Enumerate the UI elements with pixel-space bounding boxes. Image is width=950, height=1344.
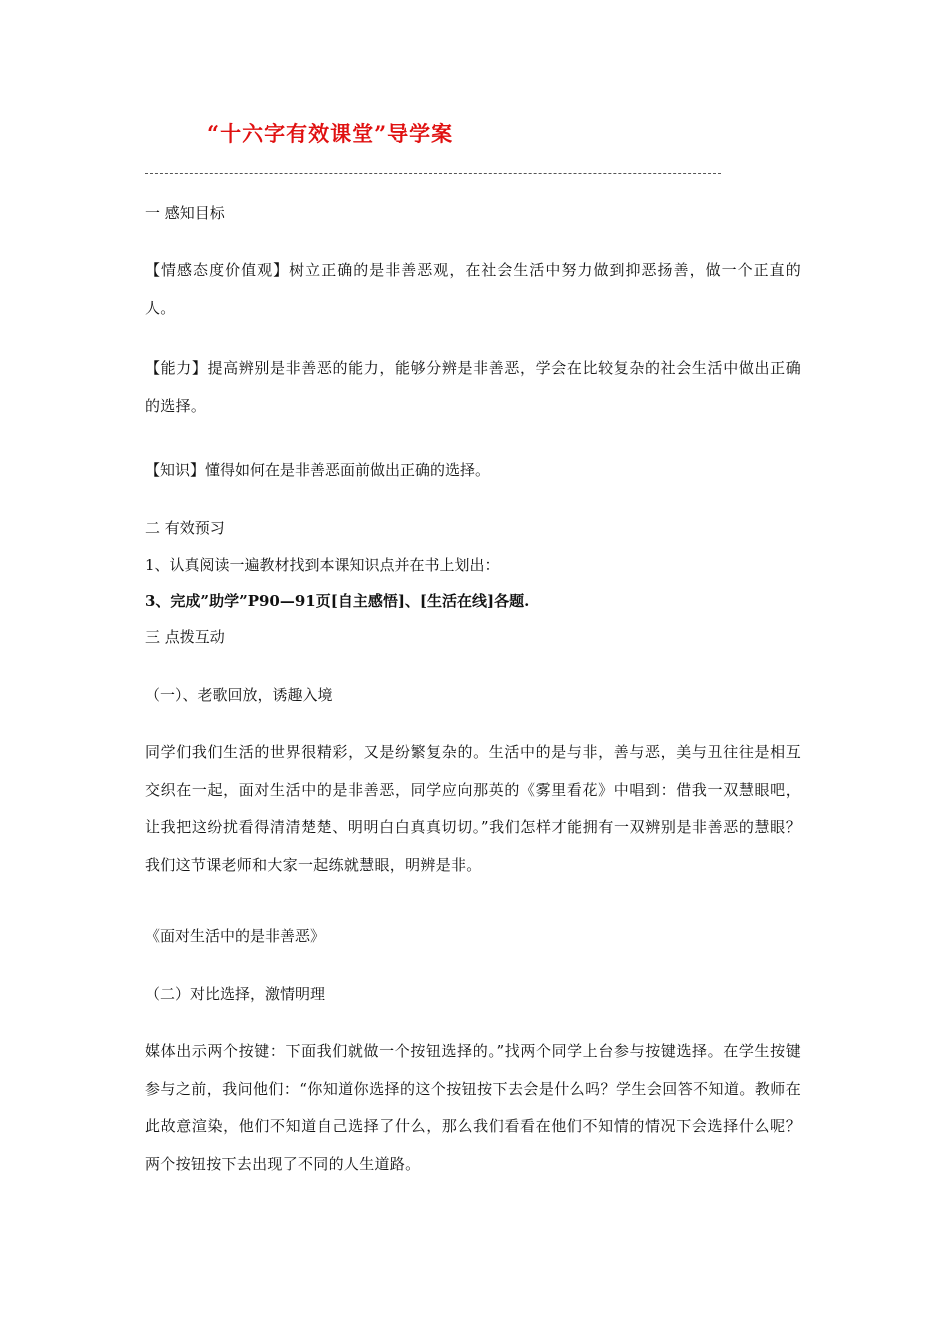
lesson-title: 《面对生活中的是非善恶》 [145, 927, 326, 945]
subsection-1-body: 同学们我们生活的世界很精彩，又是纷繁复杂的。生活中的是与非，善与恶，美与丑往往是相互交织在一起，面对生活中的是非善恶，同学应向那英的《雾里看花》中唱到：借我一双慧眼吧，让我把这纷扰看得清清楚楚、明明白白真真切切。”我们怎样才能拥有一双辨别是非善恶的慧眼？我们这节课老师和大家一起练就慧眼，明辨是非。 [145, 743, 801, 874]
preview-item-1: 1、认真阅读一遍教材找到本课知识点并在书上划出： [145, 556, 500, 574]
goal-knowledge-paragraph: 【知识】懂得如何在是非善恶面前做出正确的选择。 [145, 461, 491, 479]
section-heading-preview: 二 有效预习 [145, 519, 225, 537]
goal-ability-paragraph: 【能力】提高辨别是非善恶的能力，能够分辨是非善恶，学会在比较复杂的社会生活中做出正确的选择。 [145, 359, 801, 415]
preview-item-3: 3、完成”助学”P90—91页[自主感悟]、[生活在线]各题. [145, 592, 530, 610]
goal-emotion-paragraph: 【情感态度价值观】树立正确的是非善恶观，在社会生活中努力做到抑恶扬善，做一个正直的人。 [145, 261, 801, 317]
section-heading-goals: 一 感知目标 [145, 204, 225, 222]
subsection-heading-2: （二）对比选择，激情明理 [145, 985, 326, 1003]
section-heading-interaction: 三 点拨互动 [145, 628, 225, 646]
page-title: “十六字有效课堂”导学案 [207, 121, 454, 146]
subsection-2-body: 媒体出示两个按键：下面我们就做一个按钮选择的。”找两个同学上台参与按键选择。在学生按键参与之前，我问他们：“你知道你选择的这个按钮按下去会是什么吗？学生会回答不知道。教师在此故意渲染，他们不知道自己选择了什么，那么我们看看在他们不知情的情况下会选择什么呢？两个按钮按下去出现了不同的人生道路。 [145, 1042, 801, 1173]
header-divider [145, 173, 721, 174]
subsection-heading-1: （一）、老歌回放，诱趣入境 [145, 686, 333, 704]
